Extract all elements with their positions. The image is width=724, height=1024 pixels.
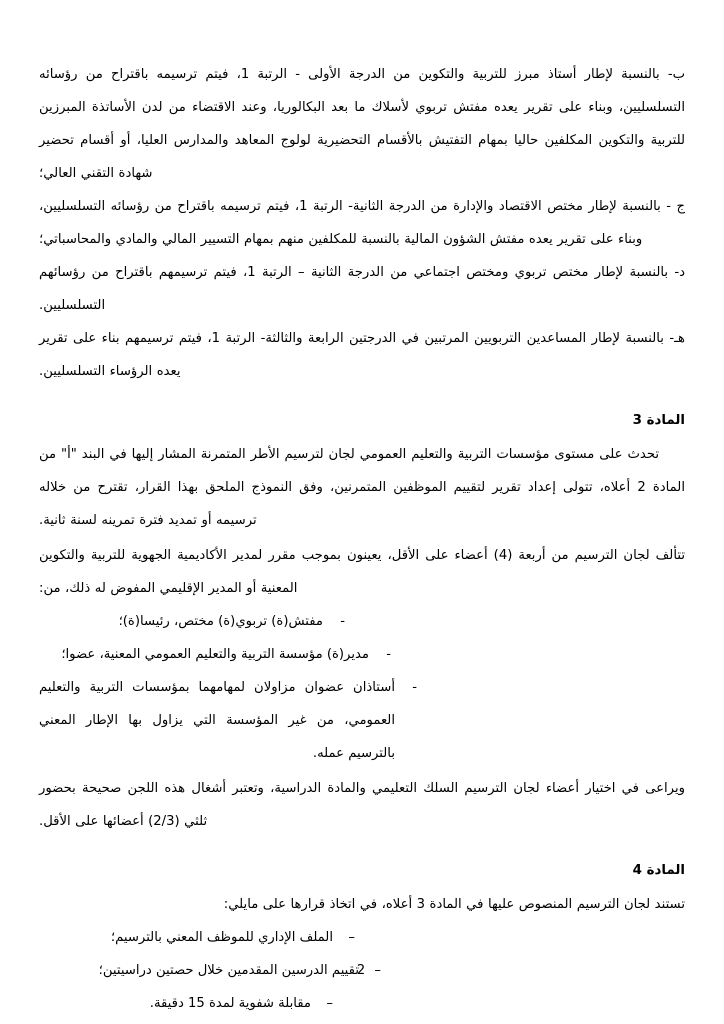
- list-item: [39, 638, 417, 671]
- list-item-label: مدير(ة) مؤسسة التربية والتعليم العمومي المعنية، عضوا؛: [61, 647, 369, 662]
- article-3-paragraph-3: ويراعى في اختيار أعضاء لجان الترسيم السلك التعليمي والمادة الدراسية، وتعتبر أشغال هذه اللجن صحيحة بحضور ثلثي (2/3) أعضائها على الأقل.: [39, 781, 685, 829]
- clause-e-paragraph: هـ- بالنسبة لإطار المساعدين التربويين المرتبين في الدرجتين الرابعة والثالثة- الرتبة 1، فيتم ترسيمهم بناء على تقرير يعده الرؤساء التسلسليين.: [39, 331, 685, 379]
- dash-bullet-icon: –: [374, 963, 381, 978]
- list-item: [39, 921, 381, 954]
- article-3-members-list: [39, 605, 685, 770]
- page-number: 2: [356, 963, 366, 978]
- spacer: [39, 838, 685, 848]
- dash-bullet-icon: –: [348, 930, 355, 945]
- list-item: [39, 987, 381, 1020]
- article-4-paragraph-1: تستند لجان الترسيم المنصوص عليها في المادة 3 أعلاه، في اتخاذ قرارها على مايلي:: [223, 897, 685, 912]
- dash-bullet-icon: -: [340, 614, 345, 629]
- list-item-label: أستاذان عضوان مزاولان لمهامهما بمؤسسات التربية والتعليم العمومي، من غير المؤسسة التي يزاول بها الإطار المعني بالترسيم عمله.: [39, 680, 395, 761]
- article-3-heading: المادة 3: [632, 413, 685, 428]
- dash-bullet-icon: –: [326, 996, 333, 1011]
- article-3-paragraph-2: تتألف لجان الترسيم من أربعة (4) أعضاء على الأقل، يعينون بموجب مقرر لمدير الأكاديمية الجهوية للتربية والتكوين المعنية أو المدير الإقليمي المفوض له ذلك، من:: [39, 548, 685, 596]
- list-item-label: الملف الإداري للموظف المعني بالترسيم؛: [110, 930, 333, 945]
- document-body: [39, 58, 685, 1020]
- dash-bullet-icon: -: [412, 680, 417, 695]
- list-item-label: مقابلة شفوية لمدة 15 دقيقة.: [149, 996, 311, 1011]
- article-3-paragraph-1: تحدث على مستوى مؤسسات التربية والتعليم العمومي لجان لترسيم الأطر المتمرنة المشار إليها في البند "أ" من المادة 2 أعلاه، تتولى إعداد تقرير لتقييم الموظفين المتمرنين، وفق النموذج الملحق بهذا القرار، تقترح من خلاله ترسيمه أو تمديد فترة تمرينه لسنة ثانية.: [39, 447, 685, 528]
- list-item: [39, 671, 417, 770]
- spacer: [39, 388, 685, 398]
- clause-b-paragraph: ب- بالنسبة لإطار أستاذ مبرز للتربية والتكوين من الدرجة الأولى - الرتبة 1، فيتم ترسيمه باقتراح من رؤسائه التسلسليين، وبناء على تقرير يعده مفتش تربوي لأسلاك ما بعد البكالوريا، وعند الاقتضاء من لدن الأساتذة المبرزين للتربية والتكوين المكلفين حاليا بمهام التفتيش بالأقسام التحضيرية لولوج المعاهد والمدارس العليا، أو أقسام تحضير شهادة التقني العالي؛: [39, 67, 685, 181]
- list-item-label: تقييم الدرسين المقدمين خلال حصتين دراسيتين؛: [98, 963, 359, 978]
- clause-d-paragraph: د- بالنسبة لإطار مختص تربوي ومختص اجتماعي من الدرجة الثانية – الرتبة 1، فيتم ترسيمهم باقتراح من رؤسائهم التسلسليين.: [39, 265, 686, 313]
- list-item-label: مفتش(ة) تربوي(ة) مختص، رئيسا(ة)؛: [118, 614, 323, 629]
- dash-bullet-icon: -: [386, 647, 391, 662]
- article-4-heading: المادة 4: [632, 863, 685, 878]
- list-item: [39, 605, 417, 638]
- clause-c-paragraph: ج - بالنسبة لإطار مختص الاقتصاد والإدارة من الدرجة الثانية- الرتبة 1، فيتم ترسيمه باقتراح من رؤسائه التسلسليين، وبناء على تقرير يعده مفتش الشؤون المالية بالنسبة للمكلفين منهم بمهام التسيير المالي والمادي والمحاسباتي؛: [39, 199, 686, 247]
